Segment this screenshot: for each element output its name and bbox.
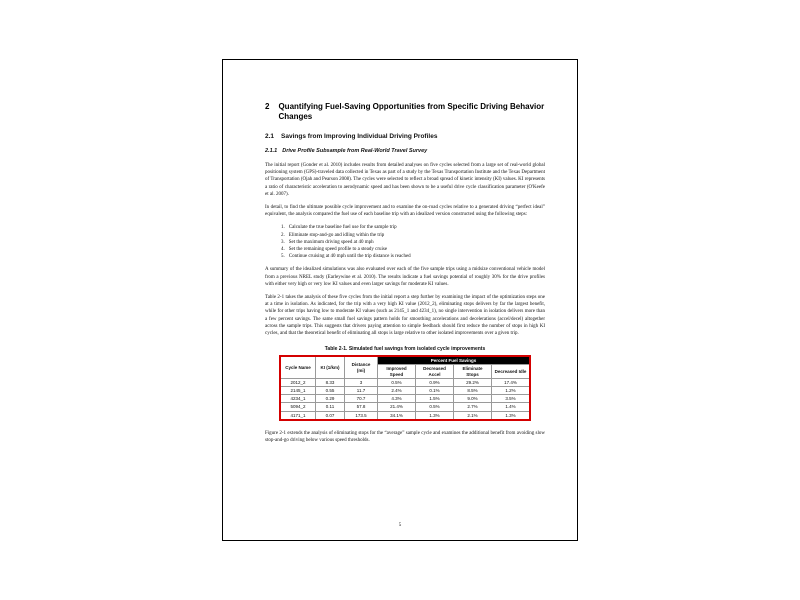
table-caption: Table 2-1. Simulated fuel savings from isolated cycle improvements <box>324 346 486 353</box>
table-cell: 34.1% <box>378 411 416 420</box>
paragraph-2: In detail, to find the ultimate possible cycle improvement and to examine the on-road cycles relative to a generated driving “perfect ideal” equivalent, the analysis compared the fuel use of each baseline trip with an idealized version constructed using the following steps: <box>265 205 545 218</box>
table-cell: 173.5 <box>345 411 378 420</box>
table-cell: 0.11 <box>316 403 345 411</box>
table-cell: 21.4% <box>378 403 416 411</box>
list-item <box>281 246 545 253</box>
col-header-eliminate-stops: Eliminate Stops <box>454 365 492 378</box>
section-heading <box>265 102 545 122</box>
table-cell: 5094_2 <box>280 403 316 411</box>
table-cell: 4234_1 <box>280 395 316 403</box>
table-cell: 9.0% <box>454 395 492 403</box>
table-cell: 0.29 <box>316 395 345 403</box>
list-item-text: Eliminate stop-and-go and idling within the trip <box>288 232 385 238</box>
table-cell: 0.1% <box>416 387 454 395</box>
subsection-title: Savings from Improving Individual Driving Profiles <box>281 133 438 140</box>
paragraph-1: The initial report (Gonder et al. 2010) includes results from detailed analyses on five cycles selected from a large set of real-world global positioning system (GPS)-traveled data collected in Texas as part of a study by the Texas Transportation Institute and the Texas Department of Transportation (Ojah and Pearson 2008). The cycles were selected to reflect a broad spread of kinetic intensity (KI) values. KI represents a ratio of characteristic acceleration to aerodynamic speed and has been shown to be a useful drive cycle classification parameter (O'Keefe et al. 2007). <box>265 163 545 197</box>
table-cell: 0.9% <box>416 378 454 386</box>
table-cell: 0.5% <box>416 403 454 411</box>
table-cell: 1.2% <box>492 387 531 395</box>
subsubsection-heading <box>265 148 545 155</box>
table-cell: 0.55 <box>316 387 345 395</box>
col-header-ki: KI (1/km) <box>316 356 345 378</box>
table-cell: 3.5% <box>492 395 531 403</box>
list-item-number: 1. <box>281 225 285 231</box>
table-cell: 2.7% <box>454 403 492 411</box>
table-row <box>280 403 530 411</box>
col-header-distance: Distance (mi) <box>345 356 378 378</box>
table-cell: 11.7 <box>345 387 378 395</box>
table-cell: 2.1% <box>454 411 492 420</box>
col-header-cycle-name: Cycle Name <box>280 356 316 378</box>
list-item-text: Continue cruising at 40 mph until the trip distance is reached <box>288 254 411 260</box>
subsection-heading <box>265 133 545 141</box>
paragraph-4: Table 2-1 takes the analysis of these five cycles from the initial report a step further by examining the impact of the optimization steps one at a time in isolation. As indicated, for the trip with a very high KI value (2012_2), eliminating stops delivers by far the largest benefit, while for other trips having low to moderate KI values (such as 2145_1 and 4234_1), no single intervention in isolation delivers more than a few percent savings. The same small fuel savings pattern holds for smoothing accelerations and decelerations (accel/decel) altogether across the sample trips. This suggests that drivers paying attention to simple feedback should first reduce the number of stops in high KI cycles, and that the theoretical benefit of eliminating all stops is large relative to other isolated improvements over a given trip. <box>265 295 545 337</box>
table-row <box>280 378 530 386</box>
fuel-savings-table <box>279 355 531 421</box>
page-content <box>223 60 577 444</box>
list-item-text: Set the remaining speed profile to a steady cruise <box>288 247 388 253</box>
list-item-number: 2. <box>281 232 285 238</box>
table-cell: 17.4% <box>492 378 531 386</box>
subsubsection-title: Drive Profile Subsample from Real-World Travel Survey <box>282 148 428 154</box>
table-cell: 0.07 <box>316 411 345 420</box>
table-cell: 3 <box>345 378 378 386</box>
table-cell: 1.5% <box>416 395 454 403</box>
table-cell: 8.5% <box>454 387 492 395</box>
table-cell: 1.3% <box>416 411 454 420</box>
table-cell: 4.3% <box>378 395 416 403</box>
subsection-number: 2.1 <box>265 133 275 140</box>
table-cell: 57.8 <box>345 403 378 411</box>
list-item-number: 5. <box>281 254 285 260</box>
list-item-number: 4. <box>281 247 285 253</box>
table-cell: 70.7 <box>345 395 378 403</box>
list-item <box>281 232 545 239</box>
section-number: 2 <box>265 102 270 111</box>
section-title: Quantifying Fuel-Saving Opportunities from Specific Driving Behavior Changes <box>278 102 545 121</box>
table-cell: 4171_1 <box>280 411 316 420</box>
list-item <box>281 253 545 260</box>
table-cell: 2.4% <box>378 387 416 395</box>
col-header-improved-speed: Improved Speed <box>378 365 416 378</box>
page-number: 5 <box>398 523 402 528</box>
table-cell: 0.5% <box>378 378 416 386</box>
list-item <box>281 239 545 246</box>
table-row <box>280 411 530 420</box>
table-cell: 2145_1 <box>280 387 316 395</box>
table-body <box>280 378 530 420</box>
table-cell: 8.33 <box>316 378 345 386</box>
list-item-number: 3. <box>281 239 285 245</box>
col-header-group-percent-fuel-savings: Percent Fuel Savings <box>378 356 531 365</box>
table-cell: 1.4% <box>492 403 531 411</box>
table-cell: 2012_2 <box>280 378 316 386</box>
col-header-decreased-accel: Decreased Accel <box>416 365 454 378</box>
col-header-decreased-idle: Decreased Idle <box>492 365 531 378</box>
list-item-text: Calculate the true baseline fuel use for the sample trip <box>288 225 397 231</box>
numbered-list <box>265 224 545 260</box>
paragraph-3: A summary of the idealized simulations was also evaluated over each of the five sample trips using a midsize conventional vehicle model from a previous NREL study (Earleywine et al. 2010). The results indicate a fuel savings potential of roughly 30% for the drive profiles with either very high or very low KI values and even larger savings for moderate KI values. <box>265 267 545 287</box>
list-item <box>281 224 545 231</box>
list-item-text: Set the maximum driving speed at 40 mph <box>288 239 374 245</box>
table-header <box>280 356 530 378</box>
subsubsection-number: 2.1.1 <box>265 148 278 154</box>
table-row <box>280 395 530 403</box>
table-cell: 1.3% <box>492 411 531 420</box>
table-row <box>280 387 530 395</box>
document-page <box>222 59 578 541</box>
closing-paragraph: Figure 2-1 extends the analysis of eliminating stops for the “average” sample cycle and examines the additional benefit from avoiding slow stop-and-go driving below various speed thresholds. <box>265 430 545 444</box>
table-cell: 29.2% <box>454 378 492 386</box>
